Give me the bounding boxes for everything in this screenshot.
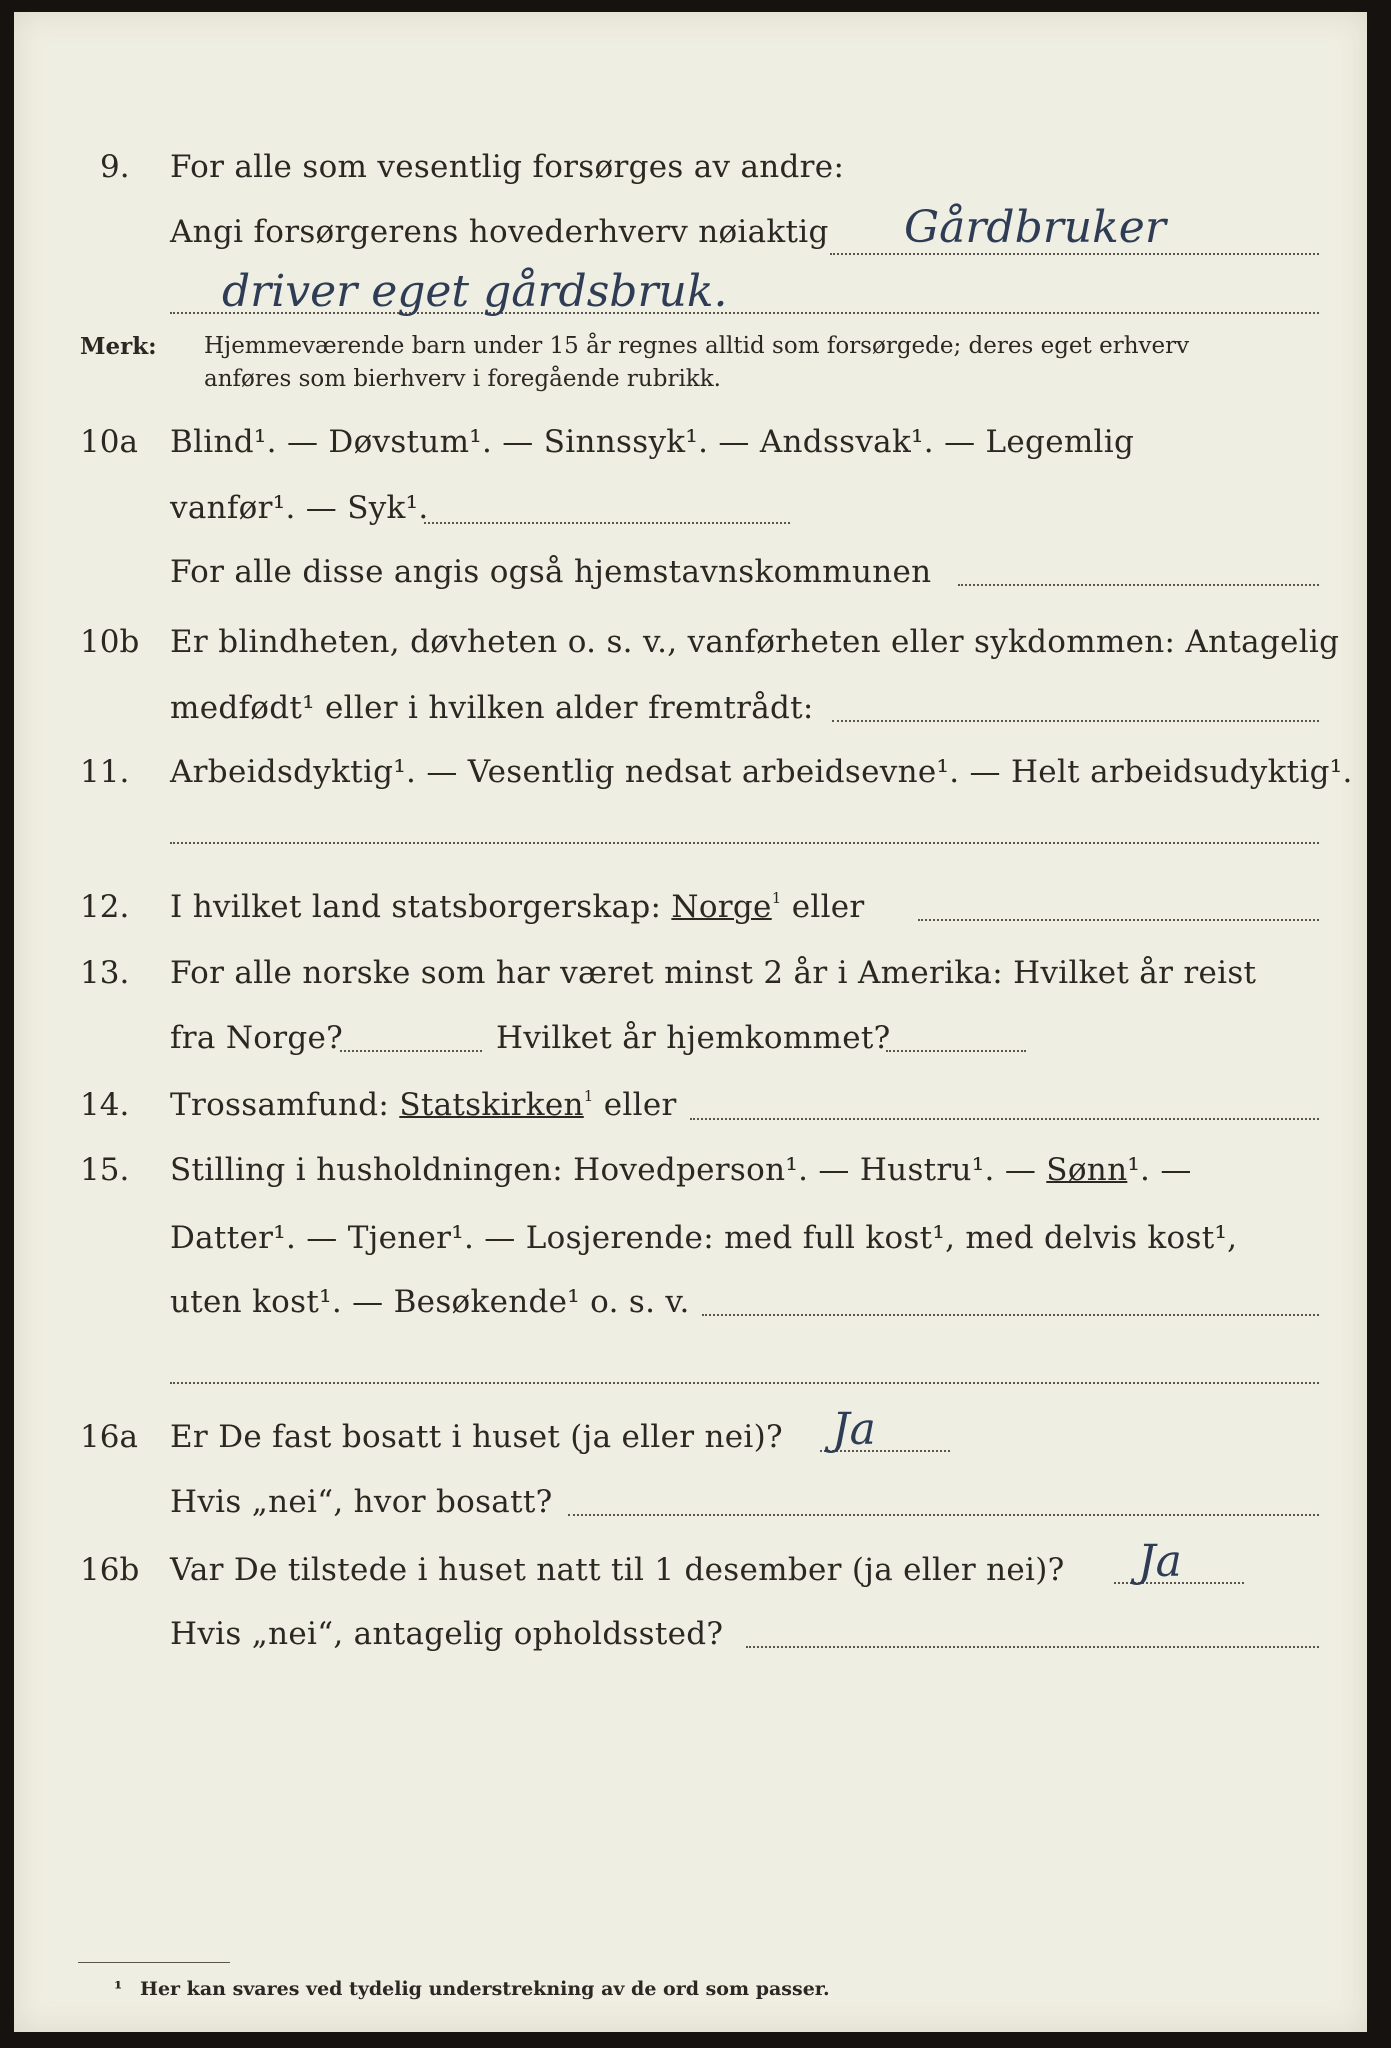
q10b-line2: medfødt¹ eller i hvilken alder fremtrådt: — [170, 690, 814, 726]
q10b-number: 10b — [80, 624, 140, 660]
q15-answer-line1 — [702, 1314, 1319, 1316]
q11-number: 11. — [80, 754, 130, 790]
q13-line1: For alle norske som har været minst 2 år i Amerika: Hvilket år reist — [170, 955, 1257, 991]
q14-post: eller — [603, 1087, 677, 1123]
form-page — [14, 12, 1367, 2032]
q9-answer-line1 — [830, 253, 1319, 255]
q15-underlined: Sønn — [1046, 1152, 1128, 1188]
q15-line1b: ¹. — — [1127, 1152, 1192, 1188]
q10a-line3: For alle disse angis også hjemstavnskommunen — [170, 554, 932, 590]
q14-underlined: Statskirken — [399, 1087, 584, 1123]
q13-number: 13. — [80, 955, 130, 991]
footnote-mark: ¹ — [114, 1978, 123, 2000]
q16a-line2: Hvis „nei“, hvor bosatt? — [170, 1484, 553, 1520]
q13-answer-line2 — [886, 1050, 1026, 1052]
q15-line1 — [170, 1152, 1192, 1188]
footnote-rule — [78, 1962, 230, 1963]
q9-line2: Angi forsørgerens hovederhverv nøiaktig — [170, 214, 829, 250]
q12-answer-line — [918, 919, 1319, 921]
q10a-line2: vanfør¹. — Syk¹. — [170, 490, 429, 526]
q12-pre: I hvilket land statsborgerskap: — [170, 889, 662, 925]
q16a-answer-line2 — [568, 1514, 1319, 1516]
q11-line1: Arbeidsdyktig¹. — Vesentlig nedsat arbeidsevne¹. — Helt arbeidsudyktig¹. — [170, 754, 1353, 790]
q14-number: 14. — [80, 1087, 130, 1123]
q12-underlined: Norge — [671, 889, 772, 925]
q15-line1a: Stilling i husholdningen: Hovedperson¹. — Hustru¹. — — [170, 1152, 1037, 1188]
q16b-line2: Hvis „nei“, antagelig opholdssted? — [170, 1616, 724, 1652]
q9-line1: For alle som vesentlig forsørges av andre: — [170, 149, 845, 185]
q14-answer-line — [690, 1118, 1319, 1120]
q15-number: 15. — [80, 1152, 130, 1188]
merk-line1: Hjemmeværende barn under 15 år regnes alltid som forsørgede; deres eget erhverv — [204, 333, 1190, 359]
q15-line3: uten kost¹. — Besøkende¹ o. s. v. — [170, 1284, 690, 1320]
q15-line2: Datter¹. — Tjener¹. — Losjerende: med full kost¹, med delvis kost¹, — [170, 1220, 1238, 1256]
q11-answer-line — [170, 842, 1319, 844]
q9-handwritten-detail: driver eget gårdsbruk. — [222, 266, 728, 317]
q12-post: eller — [791, 889, 865, 925]
q16b-handwritten-answer: Ja — [1138, 1536, 1182, 1587]
footnote-text: Her kan svares ved tydelig understrekning av de ord som passer. — [140, 1978, 830, 2000]
q10a-line1: Blind¹. — Døvstum¹. — Sinnssyk¹. — Andssvak¹. — Legemlig — [170, 424, 1135, 460]
q14-pre: Trossamfund: — [170, 1087, 390, 1123]
q16a-handwritten-answer: Ja — [832, 1404, 876, 1455]
q9-handwritten-occupation: Gårdbruker — [904, 202, 1166, 253]
q12-number: 12. — [80, 889, 130, 925]
q10a-answer-line1 — [424, 522, 790, 524]
q9-number: 9. — [100, 149, 130, 185]
q16b-line1: Var De tilstede i huset natt til 1 desember (ja eller nei)? — [170, 1552, 1065, 1588]
q16a-number: 16a — [80, 1419, 138, 1455]
q13-line2a: fra Norge? — [170, 1020, 344, 1056]
q14-text: Trossamfund: Statskirken$^1$ eller — [170, 1087, 677, 1123]
merk-label: Merk: — [80, 333, 157, 360]
q10a-number: 10a — [80, 424, 138, 460]
q10b-line1: Er blindheten, døvheten o. s. v., vanførheten eller sykdommen: Antagelig — [170, 624, 1340, 660]
q16b-number: 16b — [80, 1552, 140, 1588]
q13-answer-line1 — [340, 1050, 482, 1052]
q13-line2b: Hvilket år hjemkommet? — [496, 1020, 891, 1056]
q16a-line1: Er De fast bosatt i huset (ja eller nei)? — [170, 1419, 783, 1455]
q10b-answer-line — [832, 720, 1319, 722]
q12-text: I hvilket land statsborgerskap: Norge$^1$ eller — [170, 889, 865, 925]
q15-answer-line2 — [170, 1382, 1319, 1384]
q10a-answer-line2 — [958, 584, 1319, 586]
merk-line2: anføres som bierhverv i foregående rubrikk. — [204, 366, 721, 392]
q16b-answer-line2 — [746, 1646, 1319, 1648]
